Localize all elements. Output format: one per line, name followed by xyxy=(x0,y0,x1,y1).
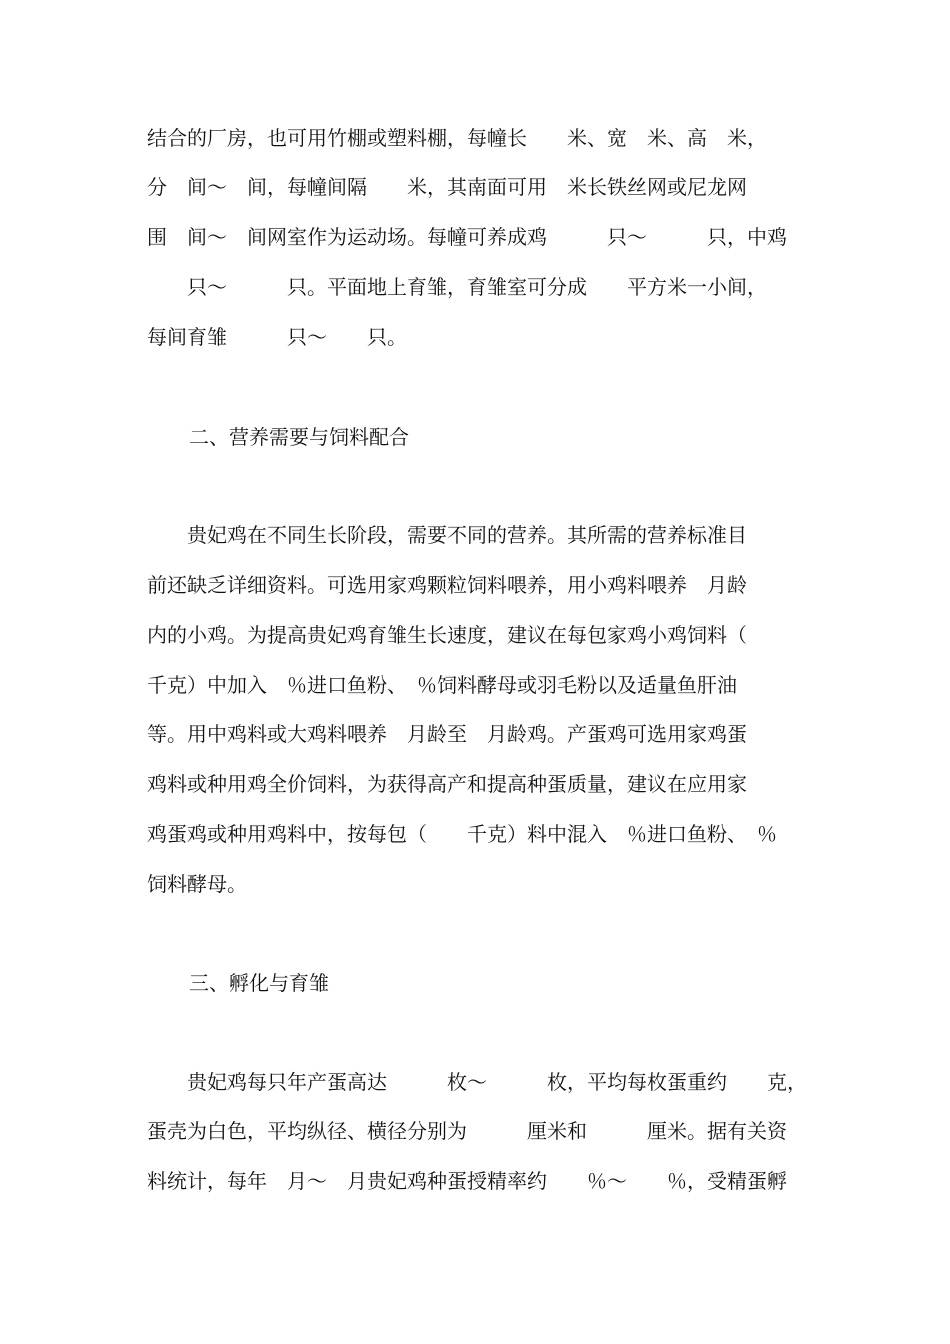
text-line: 饲料酵母。 xyxy=(147,872,247,896)
text-line: 结合的厂房，也可用竹棚或塑料棚，每幢长 米、宽 米、高 米， xyxy=(147,126,767,150)
text-line: 等。用中鸡料或大鸡料喂养 月龄至 月龄鸡。产蛋鸡可选用家鸡蛋 xyxy=(147,722,747,746)
text-line: 内的小鸡。为提高贵妃鸡育雏生长速度，建议在每包家鸡小鸡饲料（ xyxy=(147,623,747,647)
text-line: 只～ 只。平面地上育雏，育雏室可分成 平方米一小间， xyxy=(147,275,767,299)
text-line: 围 间～ 间网室作为运动场。每幢可养成鸡 只～ 只，中鸡 xyxy=(147,225,787,249)
text-line: 千克）中加入 ％进口鱼粉、 ％饲料酵母或羽毛粉以及适量鱼肝油 xyxy=(147,673,737,697)
text-line: 蛋壳为白色，平均纵径、横径分别为 厘米和 厘米。据有关资 xyxy=(147,1119,787,1143)
text-line: 每间育雏 只～ 只。 xyxy=(147,325,407,349)
section-heading: 三、孵化与育雏 xyxy=(189,971,329,995)
text-line: 前还缺乏详细资料。可选用家鸡颗粒饲料喂养，用小鸡料喂养 月龄 xyxy=(147,573,747,597)
text-line: 鸡蛋鸡或种用鸡料中，按每包（ 千克）料中混入 ％进口鱼粉、 ％ xyxy=(147,822,777,846)
text-line: 料统计，每年 月～ 月贵妃鸡种蛋授精率约 ％～ ％，受精蛋孵 xyxy=(147,1169,787,1193)
text-line: 贵妃鸡每只年产蛋高达 枚～ 枚，平均每枚蛋重约 克， xyxy=(147,1070,807,1094)
section-heading: 二、营养需要与饲料配合 xyxy=(189,425,409,449)
text-line: 分 间～ 间，每幢间隔 米，其南面可用 米长铁丝网或尼龙网 xyxy=(147,175,747,199)
text-line: 贵妃鸡在不同生长阶段，需要不同的营养。其所需的营养标准目 xyxy=(147,523,747,547)
text-line: 鸡料或种用鸡全价饲料，为获得高产和提高种蛋质量，建议在应用家 xyxy=(147,772,747,796)
